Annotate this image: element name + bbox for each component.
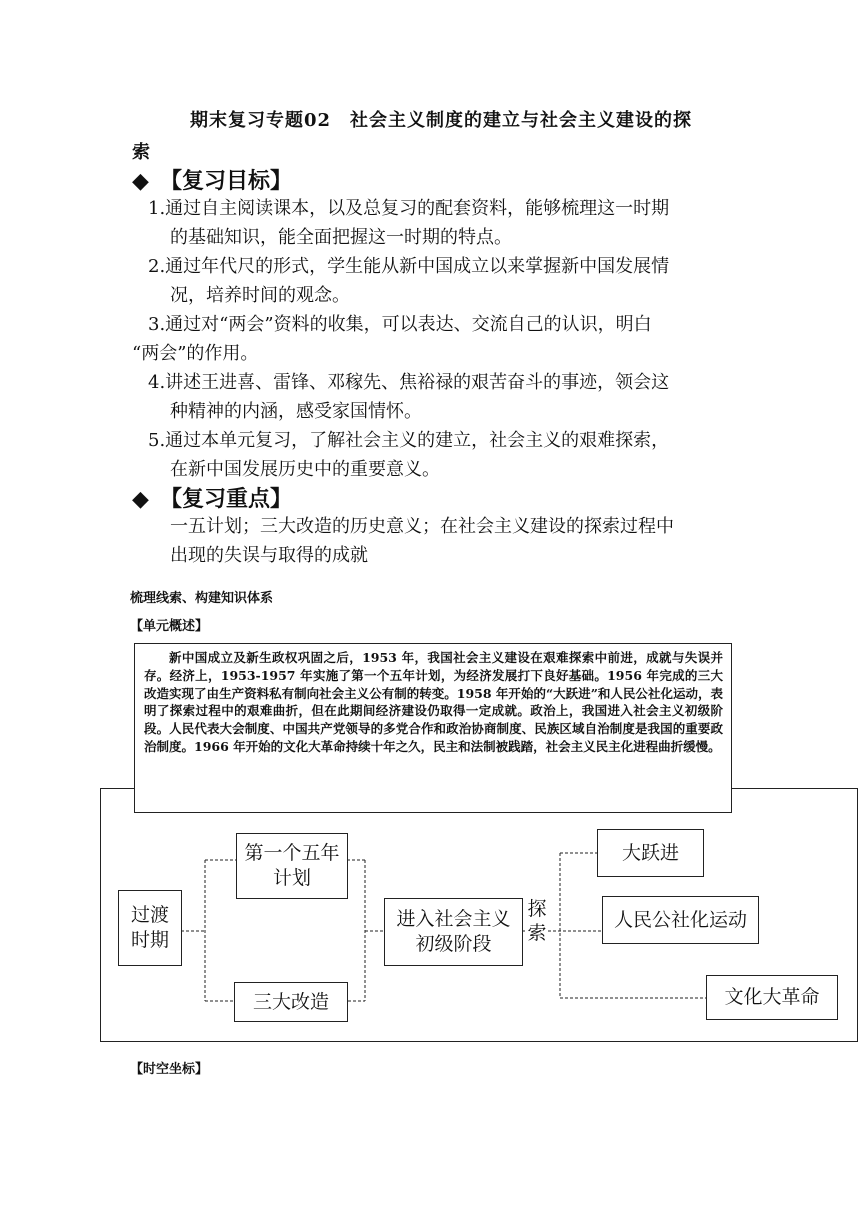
goal-item: 2.通过年代尺的形式，学生能从新中国成立以来掌握新中国发展情 况，培养时间的观念。 — [148, 256, 670, 306]
overview-label: 【单元概述】 — [130, 619, 209, 634]
explore-label: 探索 — [527, 898, 547, 944]
diamond-bullet-icon: ◆ — [132, 169, 149, 194]
document-title: 期末复习专题02 社会主义制度的建立与社会主义建设的探 — [190, 110, 693, 131]
timeline-label: 【时空坐标】 — [130, 1062, 209, 1077]
goal-item: 4.讲述王进喜、雷锋、邓稼先、焦裕禄的艰苦奋斗的事迹，领会这 种精神的内涵，感受家国情怀。 — [148, 372, 670, 422]
node-three-reforms: 三大改造 — [234, 982, 348, 1022]
review-focus-text: 一五计划；三大改造的历史意义；在社会主义建设的探索过程中 出现的失误与取得的成就 — [170, 516, 674, 566]
document-title-continued: 索 — [132, 142, 150, 163]
goal-item: 1.通过自主阅读课本，以及总复习的配套资料，能够梳理这一时期 的基础知识，能全面把握这一时期的特点。 — [148, 198, 670, 248]
node-peoples-commune: 人民公社化运动 — [602, 896, 759, 944]
section-label: 梳理线索、构建知识体系 — [130, 591, 274, 606]
goal-item: 3.通过对“两会”资料的收集，可以表达、交流自己的认识，明白 “两会”的作用。 — [132, 314, 652, 364]
review-goals-heading-text: 【复习目标】 — [160, 169, 293, 194]
unit-overview-text: 新中国成立及新生政权巩固之后，1953 年，我国社会主义建设在艰难探索中前进，成就与失误并存。经济上，1953-1957 年实施了第一个五年计划，为经济发展打下良好基础。1956 年完成的三大改造实现了由生产资料私有制向社会主义公有制的转变。1958 年开始的“大跃进”和人民公社化运动，表明了探索过程中的艰难曲折，但在此期间经济建设仍取得一定成就。政治上，我国进入社会主义初级阶段。人民代表大会制度、中国共产党领导的多党合作和政治协商制度、民族区域自治制度是我国的重要政治制度。1966 年开始的文化大革命持续十年之久，民主和法制被践踏，社会主义民主化进程曲折缓慢。 — [144, 650, 723, 754]
goal-item: 5.通过本单元复习，了解社会主义的建立，社会主义的艰难探索， 在新中国发展历史中的重要意义。 — [148, 430, 670, 480]
review-focus-heading-text: 【复习重点】 — [160, 487, 293, 512]
node-primary-stage: 进入社会主义初级阶段 — [384, 898, 523, 966]
unit-overview-box — [134, 643, 732, 813]
node-cultural-revolution: 文化大革命 — [706, 975, 838, 1020]
node-first-five-year-plan: 第一个五年计划 — [236, 833, 348, 899]
node-transition-period: 过渡时期 — [118, 890, 182, 966]
diamond-bullet-icon: ◆ — [132, 487, 149, 512]
node-great-leap-forward: 大跃进 — [597, 829, 704, 877]
